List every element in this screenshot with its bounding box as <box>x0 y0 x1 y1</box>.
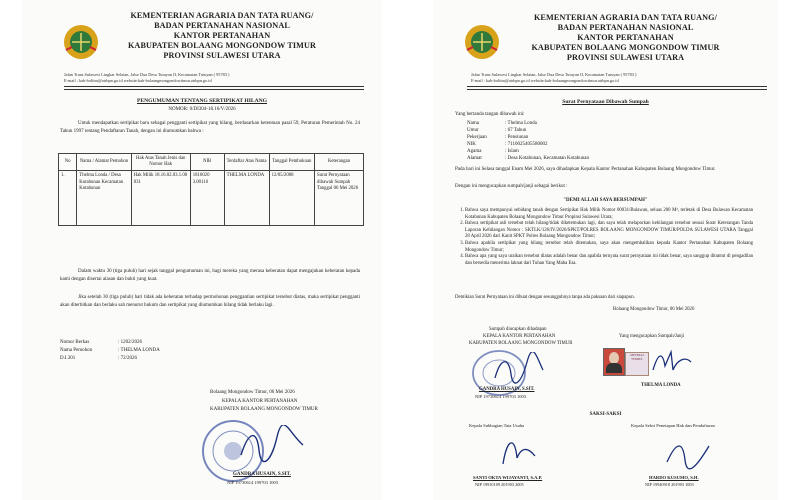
statement-para1: Pada hari ini Selasa tanggal Enam Mei 2026, saya dihadapkan Kepala Kantor Pertanahan Kabupaten Bolaang Mongondow Timur. <box>455 167 716 172</box>
col-header-applicant: Nama / Alamat Pemohon <box>77 154 131 171</box>
field-label-nik: NIK <box>467 142 476 147</box>
cell-date: 12/05/2008 <box>269 171 314 226</box>
statement-items <box>457 208 753 267</box>
field-value-age: : 67 Tahun <box>505 128 527 133</box>
col-header-nib: NIB <box>190 154 224 171</box>
statement-para2: Dengan ini mengucapkan sumpah/janji sebagai berikut : <box>455 184 568 189</box>
office-regency: KABUPATEN BOLAANG MONGONDOW TIMUR <box>210 407 318 412</box>
cell-no: 1. <box>59 171 77 226</box>
office-address: Jalan Trans Sulawesi Lingkar Selatan, Jalur Dua Desa Tutuyan II, Kecamatan Tutuyan ( 95783 ) <box>471 72 637 77</box>
deponent-name: THELMA LONDA <box>641 383 681 388</box>
statement-title: Surat Pernyataan Dibawah Sumpah <box>562 99 649 105</box>
list-item: 3. Bahwa apabila sertipikat yang hilang tersebut telah ditemukan, saya akan mengembalikan kepada Kantor Pertanahan Kabupaten Bolaang Mongondow Timur; <box>465 241 753 254</box>
meta-value-di301: : 72/2026 <box>118 356 138 361</box>
meta-label-di301: D.I.301 <box>60 356 76 361</box>
list-item: 2. Bahwa sertipikat asli tersebut telah hilang/tidak diketemukan lagi, dan saya telah melaporkan kehilangan tersebut sesuai Surat Keterangan Tanda Laporan Kehilangan Nomor : SKTLK/126/IV/2026/SPKT/POLRES BOLAANG MONGONDOW TIMUR/POLDA SULAWESI UTARA Tanggal 28 April 2026 dari Kanit SPKT Polres Bolaang Mongondow Timur; <box>465 221 753 241</box>
oath-witness-caption: Sumpah diucapkan dihadapan <box>489 327 547 332</box>
field-label-religion: Agama <box>467 149 482 154</box>
meta-label-applicant: Nama Pemohon <box>60 348 93 353</box>
regency-name: KABUPATEN BOLAANG MONGONDOW TIMUR <box>127 41 317 50</box>
oath-witness-regency: KABUPATEN BOLAANG MONGONDOW TIMUR <box>469 341 573 346</box>
replacement-paragraph: Jika setelah 30 (tiga puluh) hari tidak ada keberatan terhadap permohonan penggantian sertipikat tersebut diatas, maka sertipikat pengganti akan diterbitkan dan berlaku sah menurut hukum dan sertipikat yang diumumkan hilang tidak berlaku lagi. <box>60 295 360 308</box>
signature-icon <box>491 352 545 386</box>
witnesses-title: SAKSI-SAKSI <box>589 412 622 417</box>
signer-nip: NIP 19730614 199703 1003 <box>227 480 278 485</box>
cell-nib: 1816020 3.00116 <box>190 171 224 226</box>
field-label-occupation: Pekerjaan <box>467 135 487 140</box>
witness1-role: Kepala Subbagian Tata Usaha <box>469 423 525 428</box>
announcement-number: NOMOR: 0/DI304-18.16/V/2026 <box>168 107 236 112</box>
office-address: Jalan Trans Sulawesi Lingkar Selatan, Jalur Dua Desa Tutuyan II, Kecamatan Tutuyan ( 95783 ) <box>64 72 230 77</box>
header-rule <box>467 86 767 87</box>
witness1-nip: NIP 19910109 201903 2005 <box>475 482 524 487</box>
table-row <box>59 171 364 226</box>
field-value-address: : Desa Kotabunan, Kecamatan Kotabunan <box>505 156 589 161</box>
witness1-name: SANTI OKTA WIJAYANTI, S.A.P. <box>473 475 543 480</box>
cell-applicant: Thelma Londa / Desa Kotabunan Kecamatan Kotabunan <box>77 171 131 226</box>
ministry-name-line1: KEMENTERIAN AGRARIA DAN TATA RUANG/ <box>130 11 314 20</box>
header-rule-thin <box>467 89 767 90</box>
cell-remarks: Surat Pernyataan dibawah Sumpah Tanggal 06 Mei 2026 <box>315 171 364 226</box>
officer-signer-name: GANDRA HUSAIN, S.SIT. <box>479 387 535 392</box>
meta-label-case-number: Nomor Berkas <box>60 340 90 345</box>
signature-icon <box>237 425 307 465</box>
closing-paragraph: Demikian Surat Pernyataan ini dibuat dengan sesungguhnya tanpa ada paksaan dari siapapun. <box>455 295 635 300</box>
announcement-document <box>22 0 382 500</box>
field-value-nik: : 7110025405580002 <box>505 142 548 147</box>
col-header-no: No <box>59 154 77 171</box>
province-name: PROVINSI SULAWESI UTARA <box>163 51 281 60</box>
office-name: KANTOR PERTANAHAN <box>173 31 271 40</box>
office-contact: E-mail : kab-boltim@atrbpn.go.id website:kab-bolaangmongondowtimur.atrbpn.go.id <box>471 78 619 83</box>
signature-icon <box>495 432 545 472</box>
announcement-title: PENGUMUMAN TENTANG SERTIPIKAT HILANG <box>136 98 268 104</box>
field-label-address: Alamat <box>467 156 482 161</box>
header-rule-thin <box>64 89 364 90</box>
signature-icon <box>647 346 695 378</box>
office-name: KANTOR PERTANAHAN <box>577 33 674 42</box>
witness2-role: Kepala Seksi Penetapan Hak dan Pendaftaran <box>631 423 715 428</box>
meta-value-applicant: : THELMA LONDA <box>118 348 160 353</box>
photo-icon <box>603 348 625 376</box>
witness2-nip: NIP 19940918 201903 1003 <box>645 482 694 487</box>
statement-intro: Yang bertanda tangan dibawah ini: <box>455 112 525 117</box>
list-item: 1. Bahwa saya mempunyai sebidang tanah dengan Sertipikat Hak Milik Nomor 00031/Bulawan, seluas 200 M², terletak di Desa Bulawan Kecamatan Kotabunan Kabupaten Bolaang Mongondow Timur Propinsi Sulawesi Utara; <box>465 208 753 221</box>
field-value-name: : Thelma Londa <box>505 121 537 126</box>
field-label-age: Umur <box>467 128 479 133</box>
deponent-caption: Yang mengucapkan Sumpah/Janji <box>619 334 685 339</box>
oath-text: "DEMI ALLAH SAYA BERSUMPAH" <box>563 198 648 203</box>
officer-signer-nip: NIP 19730614 199703 1003 <box>475 394 526 399</box>
header-rule <box>64 86 364 87</box>
ministry-name-line2: BADAN PERTANAHAN NASIONAL <box>557 23 694 32</box>
office-contact: E-mail : kab-boltim@atrbpn.go.id website:kab-bolaangmongondowtimur.atrbpn.go.id <box>64 78 212 83</box>
field-value-religion: : Islam <box>505 149 519 154</box>
meterai-icon <box>625 352 649 376</box>
meterai-text: METERAI TEMPEL <box>630 353 644 361</box>
field-label-name: Nama <box>467 121 479 126</box>
col-header-registered-name: Terdaftar Atas Nama <box>224 154 269 171</box>
statement-place-date: Bolaang Mongondow Timur, 06 Mei 2026 <box>613 307 695 312</box>
cell-land-right: Hak Milik 18.16.02.03.1.00 031 <box>131 171 190 226</box>
place-date: Bolaang Mongondow Timur, 06 Mei 2026 <box>210 390 295 395</box>
sworn-statement-document <box>433 0 778 500</box>
col-header-land-right: Hak Atas Tanah Jenis dan Nomor Hak <box>131 154 190 171</box>
list-item: 4. Bahwa apa yang saya uraikan tersebut diatas adalah benar dan apabila ternyata surat pernyataan ini tidak benar, saya sanggup dituntut di pengadilan dan bersedia menerima laknat dari Tuhan Yang Maha Esa. <box>465 254 753 267</box>
table-header-row <box>59 154 364 171</box>
ministry-name-line2: BADAN PERTANAHAN NASIONAL <box>154 21 290 30</box>
objection-paragraph: Dalam waktu 30 (tiga puluh) hari sejak tanggal pengumuman ini, bagi mereka yang merasa keberatan dapat mengajukan keberatan kepada kami dengan disertai alasan dan bukti yang kuat. <box>60 269 360 282</box>
signature-icon <box>661 432 715 472</box>
ministry-name-line1: KEMENTERIAN AGRARIA DAN TATA RUANG/ <box>533 13 718 22</box>
cell-registered-name: THELMA LONDA <box>224 171 269 226</box>
meta-value-case-number: : 1202/2026 <box>118 340 143 345</box>
oath-witness-position: KEPALA KANTOR PERTANAHAN <box>483 334 556 339</box>
col-header-date: Tanggal Pembukuan <box>269 154 314 171</box>
office-position: KEPALA KANTOR PERTANAHAN <box>222 399 298 404</box>
regency-name: KABUPATEN BOLAANG MONGONDOW TIMUR <box>531 43 720 52</box>
province-name: PROVINSI SULAWESI UTARA <box>566 53 685 62</box>
certificate-table <box>58 153 364 226</box>
witness2-name: HARDO KUSUMO, S.H. <box>649 475 699 480</box>
signer-name: GANDRA HUSAIN, S.SIT. <box>233 472 291 477</box>
intro-paragraph: Untuk mendapatkan sertipikat baru sebagai pengganti sertipikat yang hilang, berdasarkan ketentuan pasal 59, Peraturan Pemerintah No. 24 Tahun 1997 tentang Pendaftaran Tanah, dengan ini diumumkan bahwa : <box>60 121 360 134</box>
col-header-remarks: Keterangan <box>315 154 364 171</box>
field-value-occupation: : Pensiunan <box>505 135 529 140</box>
